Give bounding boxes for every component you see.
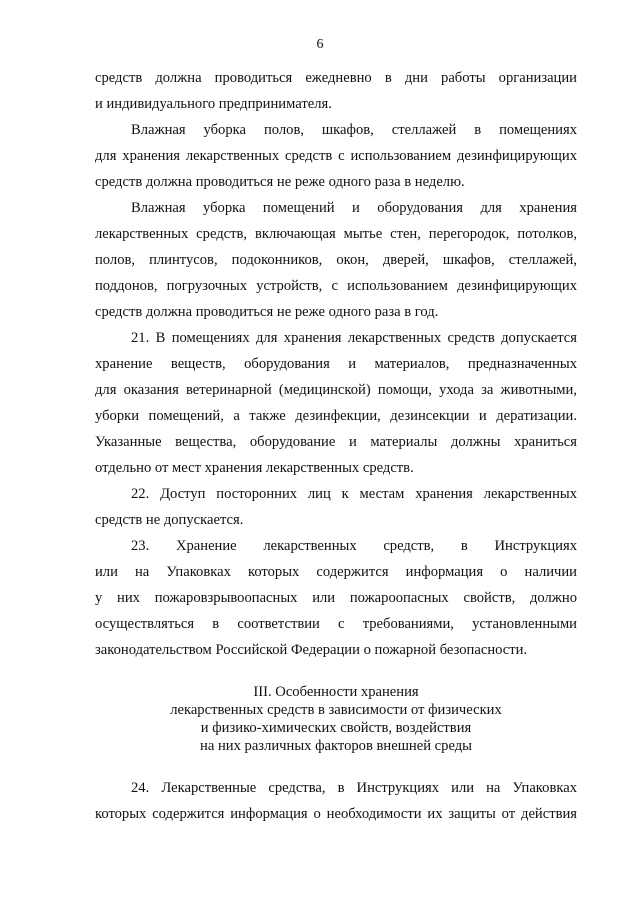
paragraph-item-21: [95, 325, 577, 481]
text-line: отдельно от мест хранения лекарственных средств.: [95, 460, 414, 476]
text-line: 23. Хранение лекарственных средств, в Инструкциях: [131, 538, 577, 554]
heading-line: лекарственных средств в зависимости от физических: [170, 702, 502, 718]
text-line: хранение веществ, оборудования и материалов, предназначенных: [95, 356, 577, 372]
paragraph-cleaning-weekly: [95, 117, 577, 195]
text-line: средств не допускается.: [95, 512, 244, 528]
text-line: 21. В помещениях для хранения лекарственных средств допускается: [131, 330, 577, 346]
text-line: или на Упаковках которых содержится информация о наличии: [95, 564, 577, 580]
paragraph-item-22: [95, 481, 577, 533]
text-line: Указанные вещества, оборудование и материалы должны храниться: [95, 434, 577, 450]
text-line: и индивидуального предпринимателя.: [95, 96, 332, 112]
text-line: Влажная уборка полов, шкафов, стеллажей в помещениях: [131, 122, 577, 138]
text-line: для хранения лекарственных средств с использованием дезинфицирующих: [95, 148, 577, 164]
paragraph-cleaning-yearly: [95, 195, 577, 325]
heading-line: на них различных факторов внешней среды: [200, 738, 472, 754]
text-line: 22. Доступ посторонних лиц к местам хранения лекарственных: [131, 486, 577, 502]
text-line: законодательством Российской Федерации о пожарной безопасности.: [95, 642, 528, 658]
text-line: 24. Лекарственные средства, в Инструкциях или на Упаковках: [131, 780, 577, 796]
page-number: 6: [316, 37, 324, 52]
text-line: средств должна проводиться не реже одного раза в год.: [95, 304, 439, 320]
text-line: поддонов, погрузочных устройств, с использованием дезинфицирующих: [95, 278, 577, 294]
paragraph-item-24: [95, 775, 577, 827]
paragraph-cleaning-daily: [95, 65, 577, 117]
text-line: осуществляться в соответствии с требованиями, установленными: [95, 616, 577, 632]
text-line: средств должна проводиться ежедневно в дни работы организации: [95, 70, 577, 86]
paragraph-item-23: [95, 533, 577, 663]
text-line: у них пожаровзрывоопасных или пожароопасных свойств, должно: [95, 590, 577, 606]
text-line: уборки помещений, а также дезинфекции, дезинсекции и дератизации.: [95, 408, 577, 424]
heading-line: и физико-химических свойств, воздействия: [200, 720, 472, 736]
text-line: которых содержится информация о необходимости их защиты от действия: [95, 806, 577, 822]
text-line: полов, плинтусов, подоконников, окон, дверей, шкафов, стеллажей,: [95, 252, 577, 268]
text-line: средств должна проводиться не реже одного раза в неделю.: [95, 174, 465, 190]
text-line: лекарственных средств, включающая мытье стен, перегородок, потолков,: [95, 226, 577, 242]
heading-line: III. Особенности хранения: [253, 684, 419, 700]
text-line: для оказания ветеринарной (медицинской) помощи, ухода за животными,: [95, 382, 577, 398]
section-heading: [95, 683, 577, 755]
text-line: Влажная уборка помещений и оборудования для хранения: [131, 200, 577, 216]
